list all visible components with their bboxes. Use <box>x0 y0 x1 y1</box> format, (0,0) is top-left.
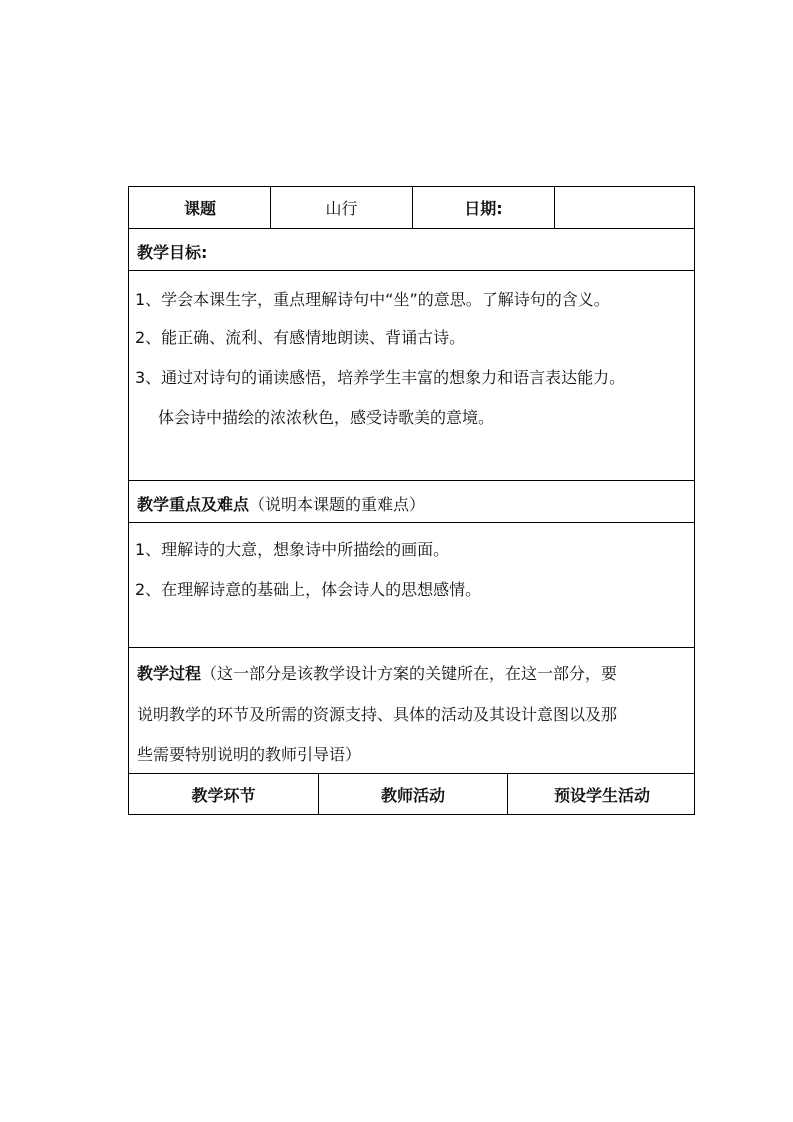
header-row <box>128 186 695 229</box>
objective-item: 2、能正确、流利、有感情地朗读、背诵古诗。 <box>135 328 466 347</box>
date-value <box>555 187 696 228</box>
key-point-item: 2、在理解诗意的基础上，体会诗人的思想感情。 <box>135 580 482 599</box>
key-points-heading <box>137 492 425 515</box>
column-header-stage: 教学环节 <box>191 785 256 805</box>
topic-value: 山行 <box>325 199 358 218</box>
column-header-student: 预设学生活动 <box>553 785 650 805</box>
process-heading-line1 <box>137 661 617 684</box>
key-points-heading-note: （说明本课题的重难点） <box>249 495 426 514</box>
column-header-teacher: 教师活动 <box>380 785 445 805</box>
objectives-body-row <box>128 270 695 481</box>
process-heading-note-2: 说明教学的环节及所需的资源支持、具体的活动及其设计意图以及那 <box>137 705 618 724</box>
objectives-heading: 教学目标: <box>137 243 208 262</box>
process-heading-bold: 教学过程 <box>137 664 202 683</box>
process-heading-row <box>128 647 695 774</box>
objectives-heading-row <box>128 228 695 271</box>
key-points-body-row <box>128 522 695 648</box>
topic-label: 课题 <box>183 199 216 218</box>
process-heading-note-3: 些需要特别说明的教师引导语） <box>137 745 362 764</box>
objective-item: 1、学会本课生字，重点理解诗句中“坐”的意思。了解诗句的含义。 <box>135 290 610 309</box>
objective-item: 3、通过对诗句的诵读感悟，培养学生丰富的想象力和语言表达能力。 <box>135 368 626 387</box>
process-columns-row <box>128 773 695 815</box>
key-points-heading-row <box>128 480 695 523</box>
key-points-heading-bold: 教学重点及难点 <box>137 495 250 514</box>
process-heading-note-1: （这一部分是该教学设计方案的关键所在，在这一部分，要 <box>201 664 618 683</box>
key-point-item: 1、理解诗的大意，想象诗中所描绘的画面。 <box>135 540 450 559</box>
date-label: 日期: <box>464 199 503 218</box>
objective-item: 体会诗中描绘的浓浓秋色，感受诗歌美的意境。 <box>158 408 495 427</box>
